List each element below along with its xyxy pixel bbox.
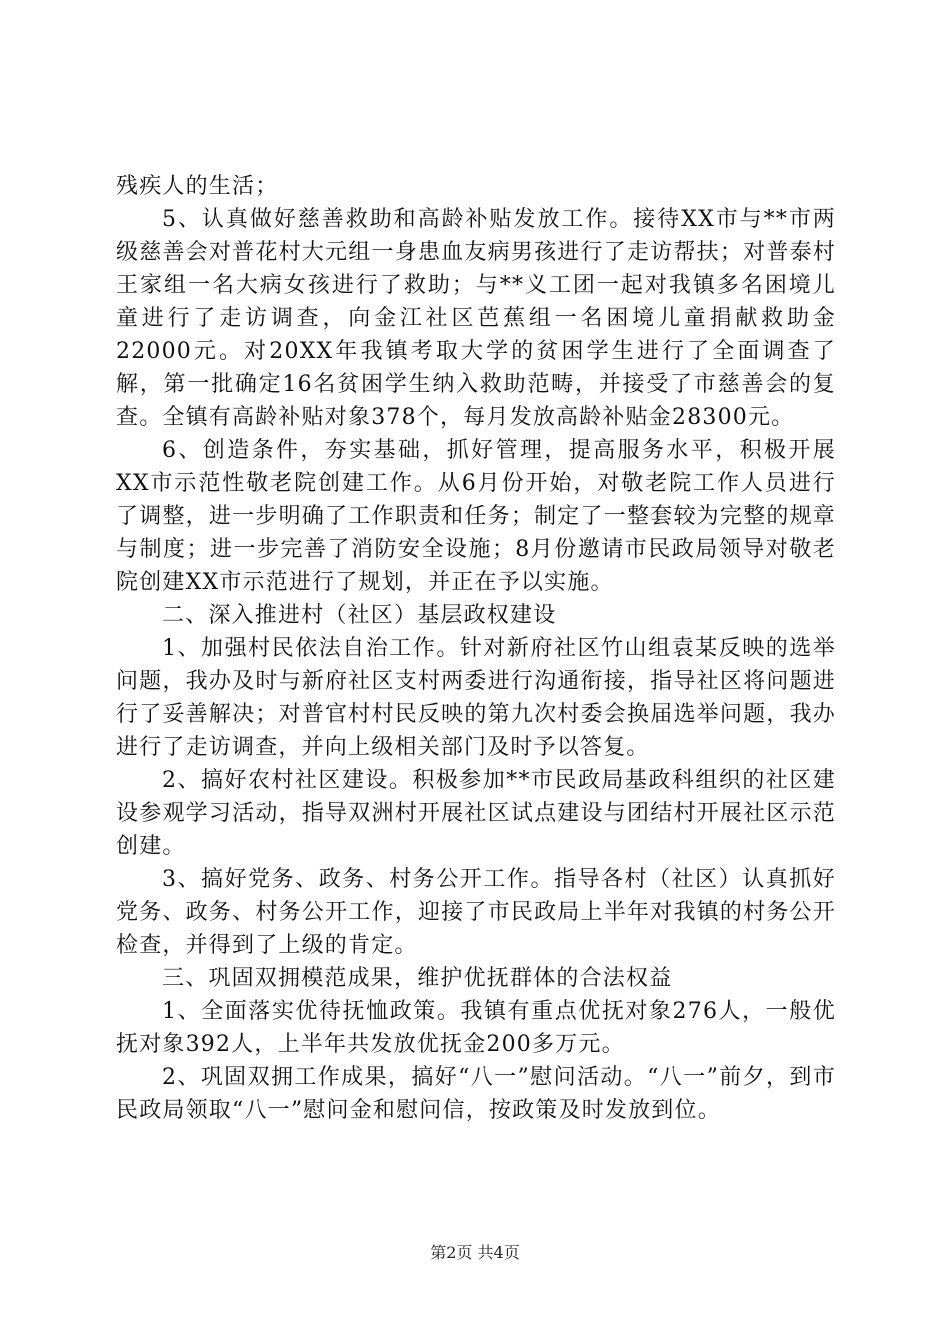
paragraph-community-building: 2、搞好农村社区建设。积极参加**市民政局基政科组织的社区建设参观学习活动，指导双洲村开展社区试点建设与团结村开展社区示范创建。 [116, 768, 836, 859]
paragraph-nursing-home: 6、创造条件，夯实基础，抓好管理，提高服务水平，积极开展XX市示范性敬老院创建工作。从6月份开始，对敬老院工作人员进行了调整，进一步明确了工作职责和任务；制定了一整套较为完整的规章与制度；进一步完善了消防安全设施；8月份邀请市民政局领导对敬老院创建XX市示范进行了规划，并正在予以实施。 [116, 438, 836, 595]
paragraph-continuation: 残疾人的生活； [116, 174, 279, 199]
paragraph-bayi-visit: 2、巩固双拥工作成果，搞好“八一”慰问活动。“八一”前夕，到市民政局领取“八一”慰问金和慰问信，按政策及时发放到位。 [116, 1065, 836, 1123]
paragraph-public-affairs: 3、搞好党务、政务、村务公开工作。指导各村（社区）认真抓好党务、政务、村务公开工作，迎接了市民政局上半年对我镇的村务公开检查，并得到了上级的肯定。 [116, 867, 836, 958]
paragraph-preferential-policy: 1、全面落实优待抚恤政策。我镇有重点优抚对象276人，一般优抚对象392人，上半年共发放优抚金200多万元。 [116, 999, 836, 1057]
section-heading-grassroots: 二、深入推进村（社区）基层政权建设 [162, 603, 557, 628]
paragraph-village-autonomy: 1、加强村民依法自治工作。针对新府社区竹山组袁某反映的选举问题，我办及时与新府社区支村两委进行沟通衔接，指导社区将问题进行了妥善解决；对普官村村民反映的第九次村委会换届选举问题，我办进行了走访调查，并向上级相关部门及时予以答复。 [116, 636, 836, 760]
page-number-footer: 第2页 共4页 [430, 1243, 520, 1262]
document-body [116, 170, 836, 1127]
section-heading-double-support: 三、巩固双拥模范成果，维护优抚群体的合法权益 [162, 966, 673, 991]
paragraph-charity-aid: 5、认真做好慈善救助和高龄补贴发放工作。接待XX市与**市两级慈善会对普花村大元组一身患血友病男孩进行了走访帮扶；对普泰村王家组一名大病女孩进行了救助；与**义工团一起对我镇多名困境儿童进行了走访调查，向金江社区芭蕉组一名困境儿童捐献救助金22000元。对20XX年我镇考取大学的贫困学生进行了全面调查了解，第一批确定16名贫困学生纳入救助范畴，并接受了市慈善会的复查。全镇有高龄补贴对象378个，每月发放高龄补贴金28300元。 [116, 207, 836, 430]
